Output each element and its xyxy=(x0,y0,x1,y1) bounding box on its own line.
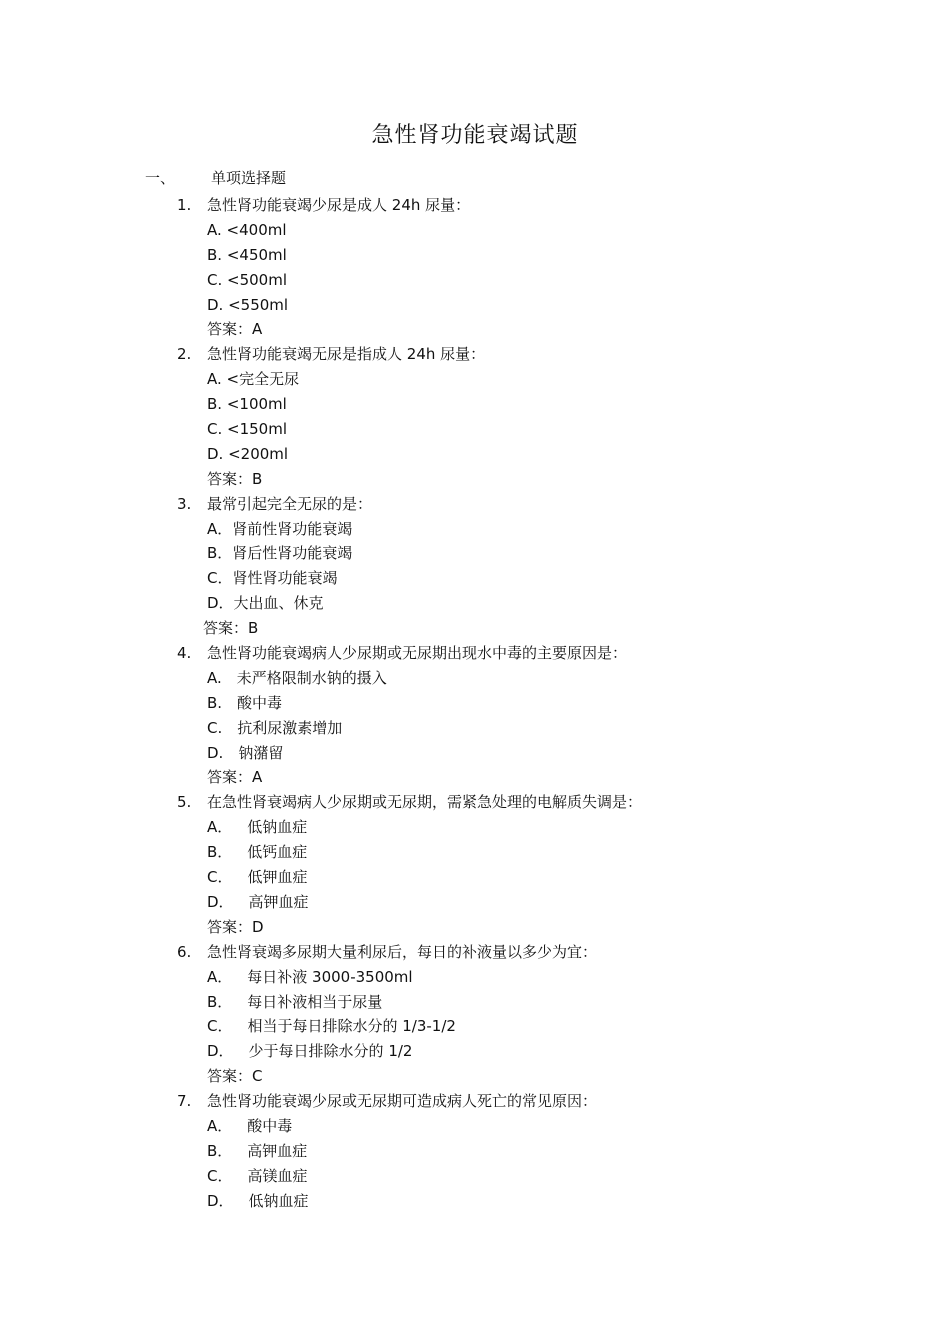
option-a: A．肾前性肾功能衰竭 xyxy=(207,519,353,538)
question-6 xyxy=(0,940,950,1089)
option-d: D. <550ml xyxy=(207,295,289,314)
section-number: 一、 xyxy=(145,169,176,187)
option-b: B. <450ml xyxy=(207,245,287,264)
question-text: 最常引起完全无尿的是： xyxy=(207,494,373,513)
question-5 xyxy=(0,790,950,939)
question-text: 急性肾功能衰竭无尿是指成人 24h 尿量： xyxy=(207,345,486,364)
question-number: 5. xyxy=(177,793,192,812)
option-b: B．肾后性肾功能衰竭 xyxy=(207,544,353,563)
question-1 xyxy=(0,193,950,342)
question-text: 急性肾功能衰竭少尿或无尿期可造成病人死亡的常见原因： xyxy=(207,1092,598,1111)
question-2 xyxy=(0,342,950,491)
option-c: C. <500ml xyxy=(207,270,287,289)
answer: 答案：B xyxy=(207,469,263,488)
option-c: C． 高镁血症 xyxy=(207,1166,308,1185)
option-c: C. 抗利尿激素增加 xyxy=(207,718,343,737)
option-c: C． 相当于每日排除水分的 1/3-1/2 xyxy=(207,1017,456,1036)
document-title: 急性肾功能衰竭试题 xyxy=(371,123,579,148)
question-number: 3. xyxy=(177,494,192,513)
option-d: D. 钠潴留 xyxy=(207,743,284,762)
question-number: 2. xyxy=(177,345,192,364)
option-b: B. <100ml xyxy=(207,395,287,414)
option-d: D．大出血、休克 xyxy=(207,594,324,613)
question-number: 1. xyxy=(177,196,192,214)
question-text: 急性肾衰竭多尿期大量利尿后，每日的补液量以多少为宜： xyxy=(207,942,598,961)
option-d: D． 高钾血症 xyxy=(207,892,309,911)
question-number: 7. xyxy=(177,1092,192,1111)
section-heading xyxy=(145,168,286,188)
question-text: 在急性肾衰竭病人少尿期或无尿期，需紧急处理的电解质失调是： xyxy=(207,793,643,812)
option-c: C. <150ml xyxy=(207,420,287,439)
option-a: A. 未严格限制水钠的摄入 xyxy=(207,668,387,687)
option-a: A. <完全无尿 xyxy=(207,370,300,389)
question-3 xyxy=(0,492,950,641)
option-d: D． 少于每日排除水分的 1/2 xyxy=(207,1042,413,1061)
answer: 答案：C xyxy=(207,1067,263,1086)
option-c: C．肾性肾功能衰竭 xyxy=(207,569,338,588)
option-a: A. <400ml xyxy=(207,220,287,239)
answer: 答案：A xyxy=(207,768,263,787)
answer: 答案：D xyxy=(207,917,264,936)
section-label: 单项选择题 xyxy=(211,169,287,187)
option-b: B． 低钙血症 xyxy=(207,843,308,862)
question-text: 急性肾功能衰竭少尿是成人 24h 尿量： xyxy=(207,196,471,214)
option-a: A． 低钠血症 xyxy=(207,818,308,837)
question-7 xyxy=(0,1089,950,1213)
option-a: A． 酸中毒 xyxy=(207,1116,293,1135)
question-list xyxy=(0,193,950,1214)
answer: 答案：A xyxy=(207,320,263,339)
option-d: D． 低钠血症 xyxy=(207,1191,309,1210)
option-c: C． 低钾血症 xyxy=(207,868,308,887)
option-b: B． 每日补液相当于尿量 xyxy=(207,992,383,1011)
question-number: 6. xyxy=(177,942,192,961)
option-b: B. 酸中毒 xyxy=(207,693,283,712)
option-a: A． 每日补液 3000-3500ml xyxy=(207,967,413,986)
question-4 xyxy=(0,641,950,790)
option-b: B． 高钾血症 xyxy=(207,1141,308,1160)
question-text: 急性肾功能衰竭病人少尿期或无尿期出现水中毒的主要原因是： xyxy=(207,644,628,663)
answer: 答案：B xyxy=(203,619,259,638)
question-number: 4. xyxy=(177,644,192,663)
option-d: D. <200ml xyxy=(207,444,289,463)
